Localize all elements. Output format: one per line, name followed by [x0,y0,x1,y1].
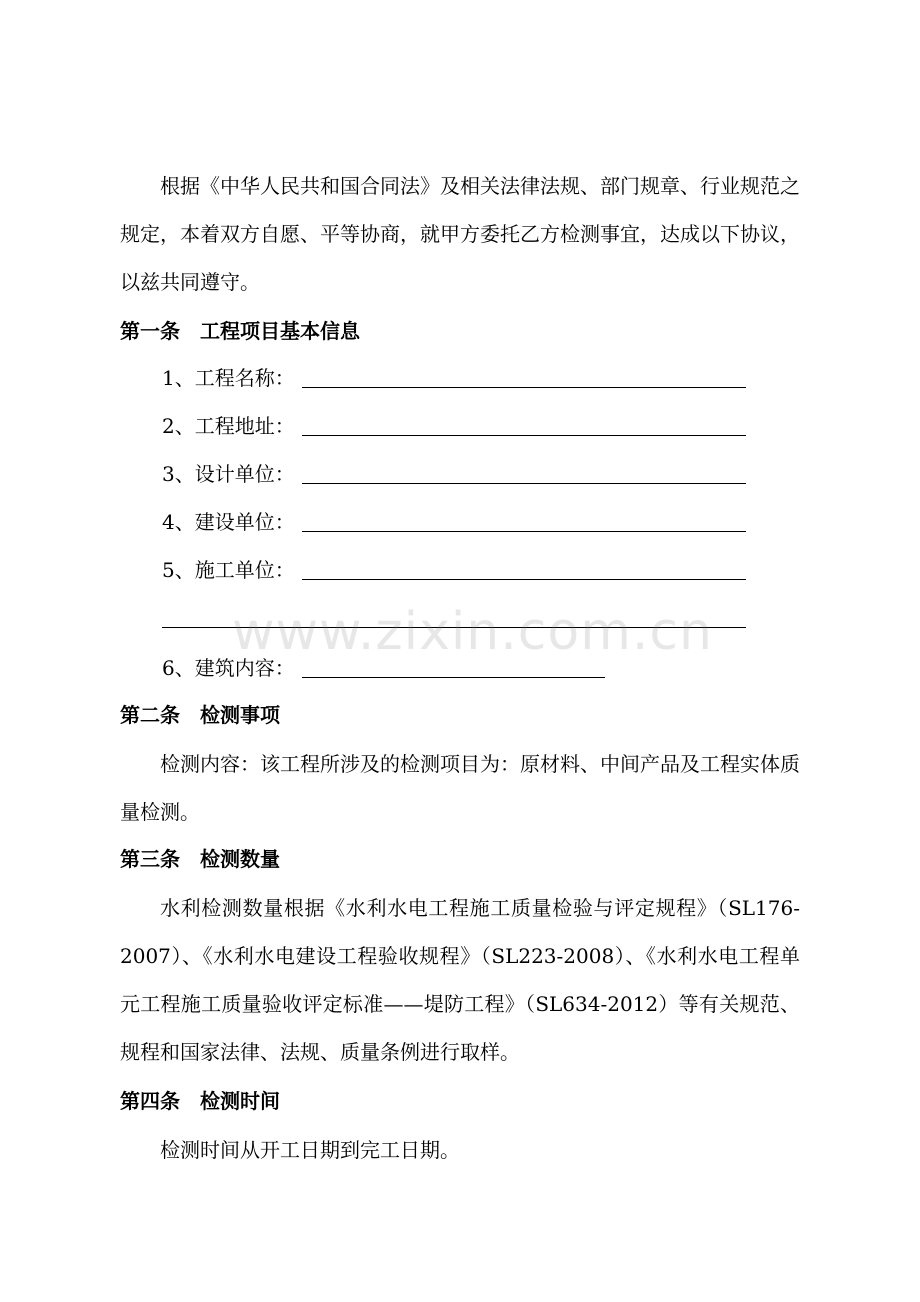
fill-in-line [302,677,605,678]
article-1-heading: 第一条 工程项目基本信息 [120,319,360,343]
article-3-heading: 第三条 检测数量 [120,847,280,871]
field-label: 2、工程地址： [162,414,295,438]
article-4-text: 检测时间从开工日期到完工日期。 [160,1138,460,1162]
fill-in-line [302,387,746,388]
field-label: 6、建筑内容： [162,656,295,680]
field-label: 3、设计单位： [162,462,295,486]
article-3-text: 水利检测数量根据《水利水电工程施工质量检验与评定规程》（SL176-2007）、《水利水电建设工程验收规程》（SL223-2008）、《水利水电工程单元工程施工质量验收评定标准——堤防工程》（SL634-2012）等有关规范、规程和国家法律、法规、质量条例进行取样。 [120,896,800,1064]
fill-in-line [302,579,746,580]
fill-in-line [302,435,746,436]
fill-in-line [302,483,746,484]
field-label: 1、工程名称： [162,366,295,390]
field-label: 5、施工单位： [162,558,295,582]
article-4-heading: 第四条 检测时间 [120,1089,280,1113]
field-label: 4、建设单位： [162,510,295,534]
intro-paragraph: 根据《中华人民共和国合同法》及相关法律法规、部门规章、行业规范之规定，本着双方自愿、平等协商，就甲方委托乙方检测事宜，达成以下协议，以兹共同遵守。 [120,174,800,294]
fill-in-line [302,531,746,532]
article-2-heading: 第二条 检测事项 [120,703,280,727]
watermark: www.zixin.com.cn [232,602,713,662]
article-2-text: 检测内容：该工程所涉及的检测项目为：原材料、中间产品及工程实体质量检测。 [120,752,800,824]
